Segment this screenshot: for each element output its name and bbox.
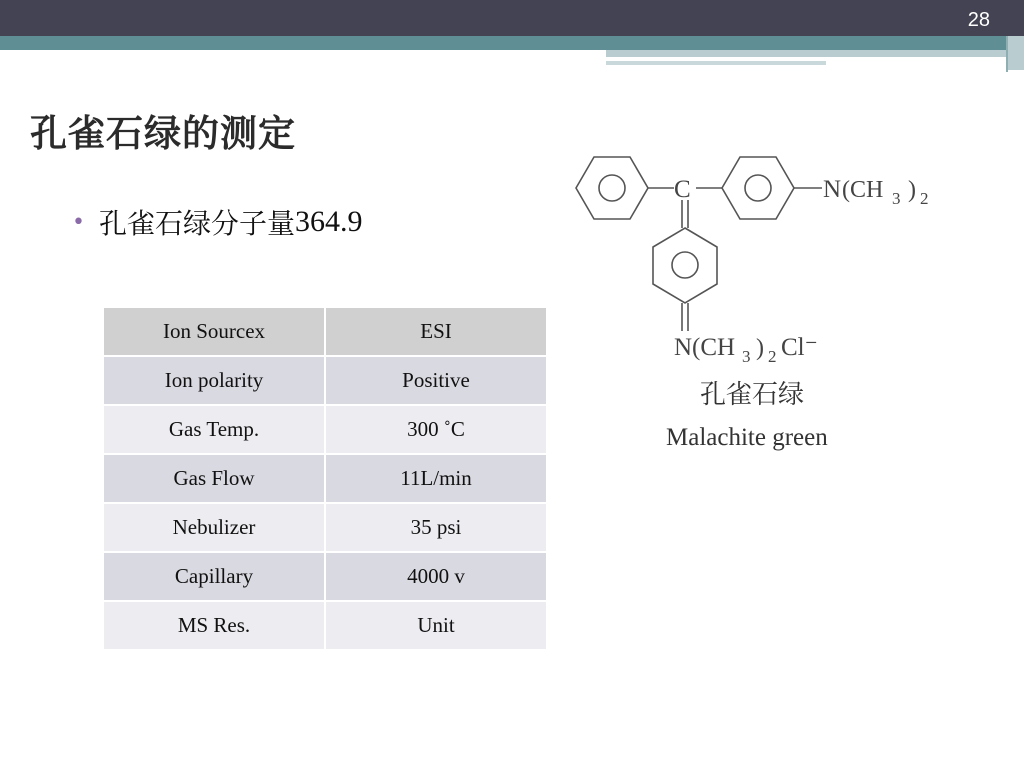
table-cell-label: Ion polarity (103, 356, 325, 405)
table-row (103, 552, 547, 601)
compound-name-chinese: 孔雀石绿 (700, 380, 805, 410)
structure-top-close-label: ) (908, 177, 916, 203)
structure-counterion-label: Cl⁻ (781, 334, 818, 361)
parameter-table (102, 306, 548, 651)
table-row (103, 454, 547, 503)
page-title: 孔雀石绿的测定 (30, 112, 296, 155)
structure-bottom-sub2-label: 2 (768, 347, 777, 366)
table-cell-label: Gas Temp. (103, 405, 325, 454)
table-cell-value: Positive (325, 356, 547, 405)
bullet-item (72, 202, 363, 242)
compound-name-english: Malachite green (666, 424, 828, 451)
pale-accent-stripe (606, 50, 1006, 57)
table-cell-label: Nebulizer (103, 503, 325, 552)
table-row (103, 601, 547, 650)
table-row (103, 356, 547, 405)
table-cell-value: 35 psi (325, 503, 547, 552)
table-cell-value: 11L/min (325, 454, 547, 503)
structure-bottom-amine-label: N(CH (674, 334, 736, 361)
structure-bottom-sub3-label: 3 (742, 347, 751, 366)
left-benzene-ring (576, 157, 648, 219)
structure-bottom-close-label: ) (756, 335, 764, 361)
lower-ring (653, 228, 717, 303)
table-cell-label: MS Res. (103, 601, 325, 650)
table-cell-label: Gas Flow (103, 454, 325, 503)
table-cell-value: 4000 v (325, 552, 547, 601)
structure-top-sub3-label: 3 (892, 189, 901, 208)
corner-notch (1006, 36, 1024, 70)
malachite-green-structure (566, 148, 946, 468)
bullet-dot-icon: • (72, 209, 85, 235)
right-benzene-ring (722, 157, 794, 219)
table-row (103, 307, 547, 356)
table-row (103, 405, 547, 454)
teal-accent-band (0, 36, 1024, 50)
corner-notch-line (1006, 36, 1008, 72)
structure-top-n-label: N (823, 176, 842, 203)
table-row (103, 503, 547, 552)
structure-top-group-label: (CH (842, 177, 884, 203)
table-cell-value: 300 ˚C (325, 405, 547, 454)
table-cell-label: Ion Sourcex (103, 307, 325, 356)
top-header-bar (0, 0, 1024, 36)
bullet-value: 364.9 (295, 205, 363, 238)
structure-carbon-label: C (674, 176, 691, 203)
slide-number: 28 (967, 9, 990, 31)
pale-accent-stripe-thin (606, 61, 826, 65)
bullet-text: 孔雀石绿分子量 (98, 207, 295, 240)
table-cell-value: Unit (325, 601, 547, 650)
structure-top-sub2-label: 2 (920, 189, 929, 208)
table-cell-value: ESI (325, 307, 547, 356)
table-cell-label: Capillary (103, 552, 325, 601)
